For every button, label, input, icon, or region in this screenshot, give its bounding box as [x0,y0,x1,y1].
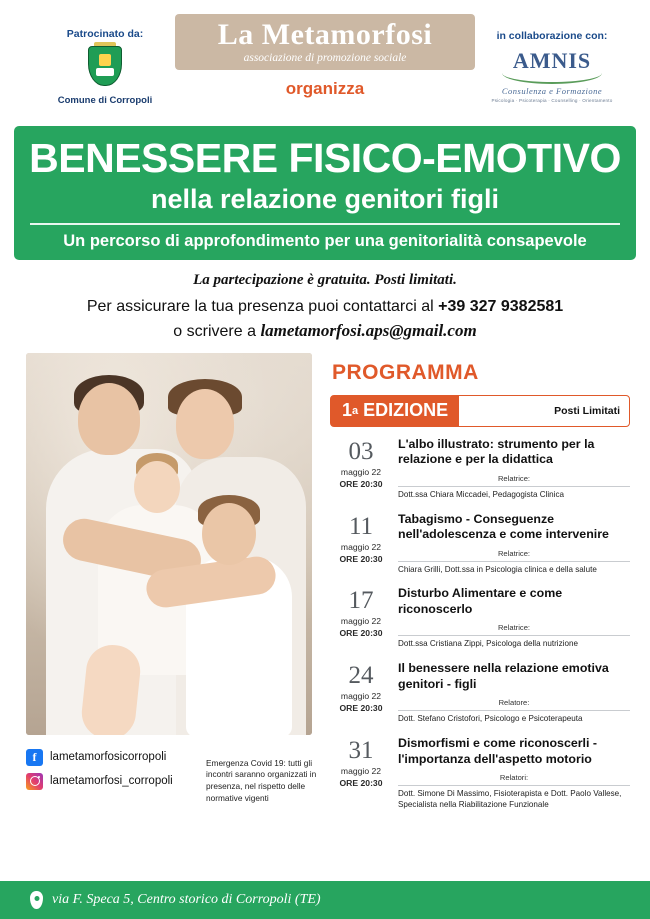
boy-head-shape [202,503,256,565]
comune-crest-icon [85,46,125,92]
event-date [330,661,392,725]
event-day: 31 [348,737,374,765]
location-pin-icon [30,891,43,909]
event-speakers: Chiara Grilli, Dott.ssa in Psicologia clinica e della salute [398,564,597,574]
event-date [330,736,392,811]
family-photo [26,353,312,735]
banner-title: BENESSERE FISICO-EMOTIVO [29,135,621,181]
event-time: ORE 20:30 [339,478,383,489]
event-month: maggio 22 [340,766,382,777]
amnis-arc-shape [502,73,602,84]
program-heading: PROGRAMMA [332,360,479,384]
collaboration-label: in collaborazione con: [496,30,608,42]
event-day: 11 [348,512,374,540]
edition-suffix: a [352,404,359,417]
email-intro: o scrivere a [173,322,261,340]
father-head-shape [78,383,140,455]
footer-address: via F. Speca 5, Centro storico di Corropoli (TE) [52,892,321,907]
program-event [330,736,630,811]
event-body [392,736,630,811]
event-divider [398,710,630,711]
event-speaker-label: Relatori: [499,773,529,783]
banner-subtitle: nella relazione genitori figli [150,184,500,214]
event-day: 17 [348,587,374,615]
event-speaker-label: Relatrice: [497,623,531,633]
event-time: ORE 20:30 [339,553,383,564]
shield-shape [88,46,122,86]
event-speaker-label: Relatore: [498,698,530,708]
instagram-icon [26,773,43,790]
event-month: maggio 22 [340,616,382,627]
event-body [392,437,630,501]
event-speakers: Dott. Stefano Cristofori, Psicologo e Psicoterapeuta [398,714,583,724]
edition-badge [331,396,459,426]
footer-bar [0,881,650,919]
left-column [26,353,317,803]
brand-block [175,14,475,99]
amnis-services: Psicologia · Psicoterapia · Counselling · Orientamento [491,98,613,103]
event-month: maggio 22 [340,466,382,477]
phone-line [20,298,630,316]
event-date [330,512,392,576]
phone-intro: Per assicurare la tua presenza puoi contattarci al [86,297,439,315]
patronage-label: Patrocinato da: [66,28,144,40]
event-title: Dismorfismi e come riconoscerli - l'importanza dell'aspetto motorio [398,736,598,766]
event-day: 24 [348,662,374,690]
event-body [392,512,630,576]
event-speaker-label: Relatrice: [497,548,531,558]
event-date [330,586,392,650]
event-body [392,586,630,650]
brand-title: La Metamorfosi [217,18,433,51]
event-title: Disturbo Alimentare e come riconoscerlo [398,586,563,616]
email-address[interactable]: lametamorfosi.aps@gmail.com [260,320,477,340]
program-event [330,437,630,501]
comune-name: Comune di Corropoli [57,95,153,106]
event-time: ORE 20:30 [339,778,383,789]
event-divider [398,785,630,786]
event-month: maggio 22 [340,541,382,552]
facebook-handle: lametamorfosicorropoli [50,751,167,764]
event-title: L'albo illustrato: strumento per la relazione e per la didattica [398,436,595,467]
event-day: 03 [348,437,374,465]
event-body [392,661,630,725]
program-column [330,353,630,823]
instagram-handle: lametamorfosi_corropoli [50,775,173,788]
amnis-name: AMNIS [512,48,592,73]
banner-divider [30,223,620,225]
contact-block [0,260,650,341]
event-speakers: Dott. Simone Di Massimo, Fisioterapista e Dott. Paolo Vallese, Specialista nella Riabilitazione Funzionale [398,789,622,810]
event-speakers: Dott.ssa Cristiana Zippi, Psicologa della nutrizione [398,639,578,649]
seats-note: Posti Limitati [554,404,620,417]
program-event [330,661,630,725]
program-event [330,586,630,650]
baby-head-shape [134,461,180,513]
event-date [330,437,392,501]
event-time: ORE 20:30 [339,703,383,714]
event-month: maggio 22 [340,691,382,702]
event-divider [398,486,630,487]
event-divider [398,635,630,636]
program-event [330,512,630,576]
event-divider [398,561,630,562]
poster-header [0,0,650,126]
event-speakers: Dott.ssa Chiara Miccadei, Pedagogista Clinica [398,489,565,499]
mother-head-shape [176,389,234,459]
patronage-block [30,28,180,106]
brand-subtitle: associazione di promozione sociale [243,51,407,64]
organizza-text: organizza [285,78,365,98]
event-time: ORE 20:30 [339,628,383,639]
banner-tagline: Un percorso di approfondimento per una genitorialità consapevole [63,231,587,250]
poster-body [0,353,650,883]
amnis-logo [472,50,632,103]
event-speaker-label: Relatrice: [497,473,531,483]
brand-box [175,14,475,70]
event-title: Il benessere nella relazione emotiva genitori - figli [398,661,609,691]
edition-number: 1 [342,400,353,421]
covid-note: Emergenza Covid 19: tutti gli incontri saranno organizzati in presenza, nel rispetto delle normative vigenti [206,757,317,803]
edition-word: EDIZIONE [363,400,449,421]
event-title: Tabagismo - Conseguenze nell'adolescenza e come intervenire [398,511,609,542]
amnis-subtitle: Consulenza e Formazione [501,86,603,96]
edition-bar [330,395,630,427]
email-line [20,321,630,341]
facebook-icon: f [26,749,43,766]
collaboration-block [472,30,632,103]
free-participation-note: La partecipazione è gratuita. Posti limitati. [193,271,457,288]
phone-number[interactable]: +39 327 9382581 [438,297,564,315]
main-banner [14,126,636,260]
